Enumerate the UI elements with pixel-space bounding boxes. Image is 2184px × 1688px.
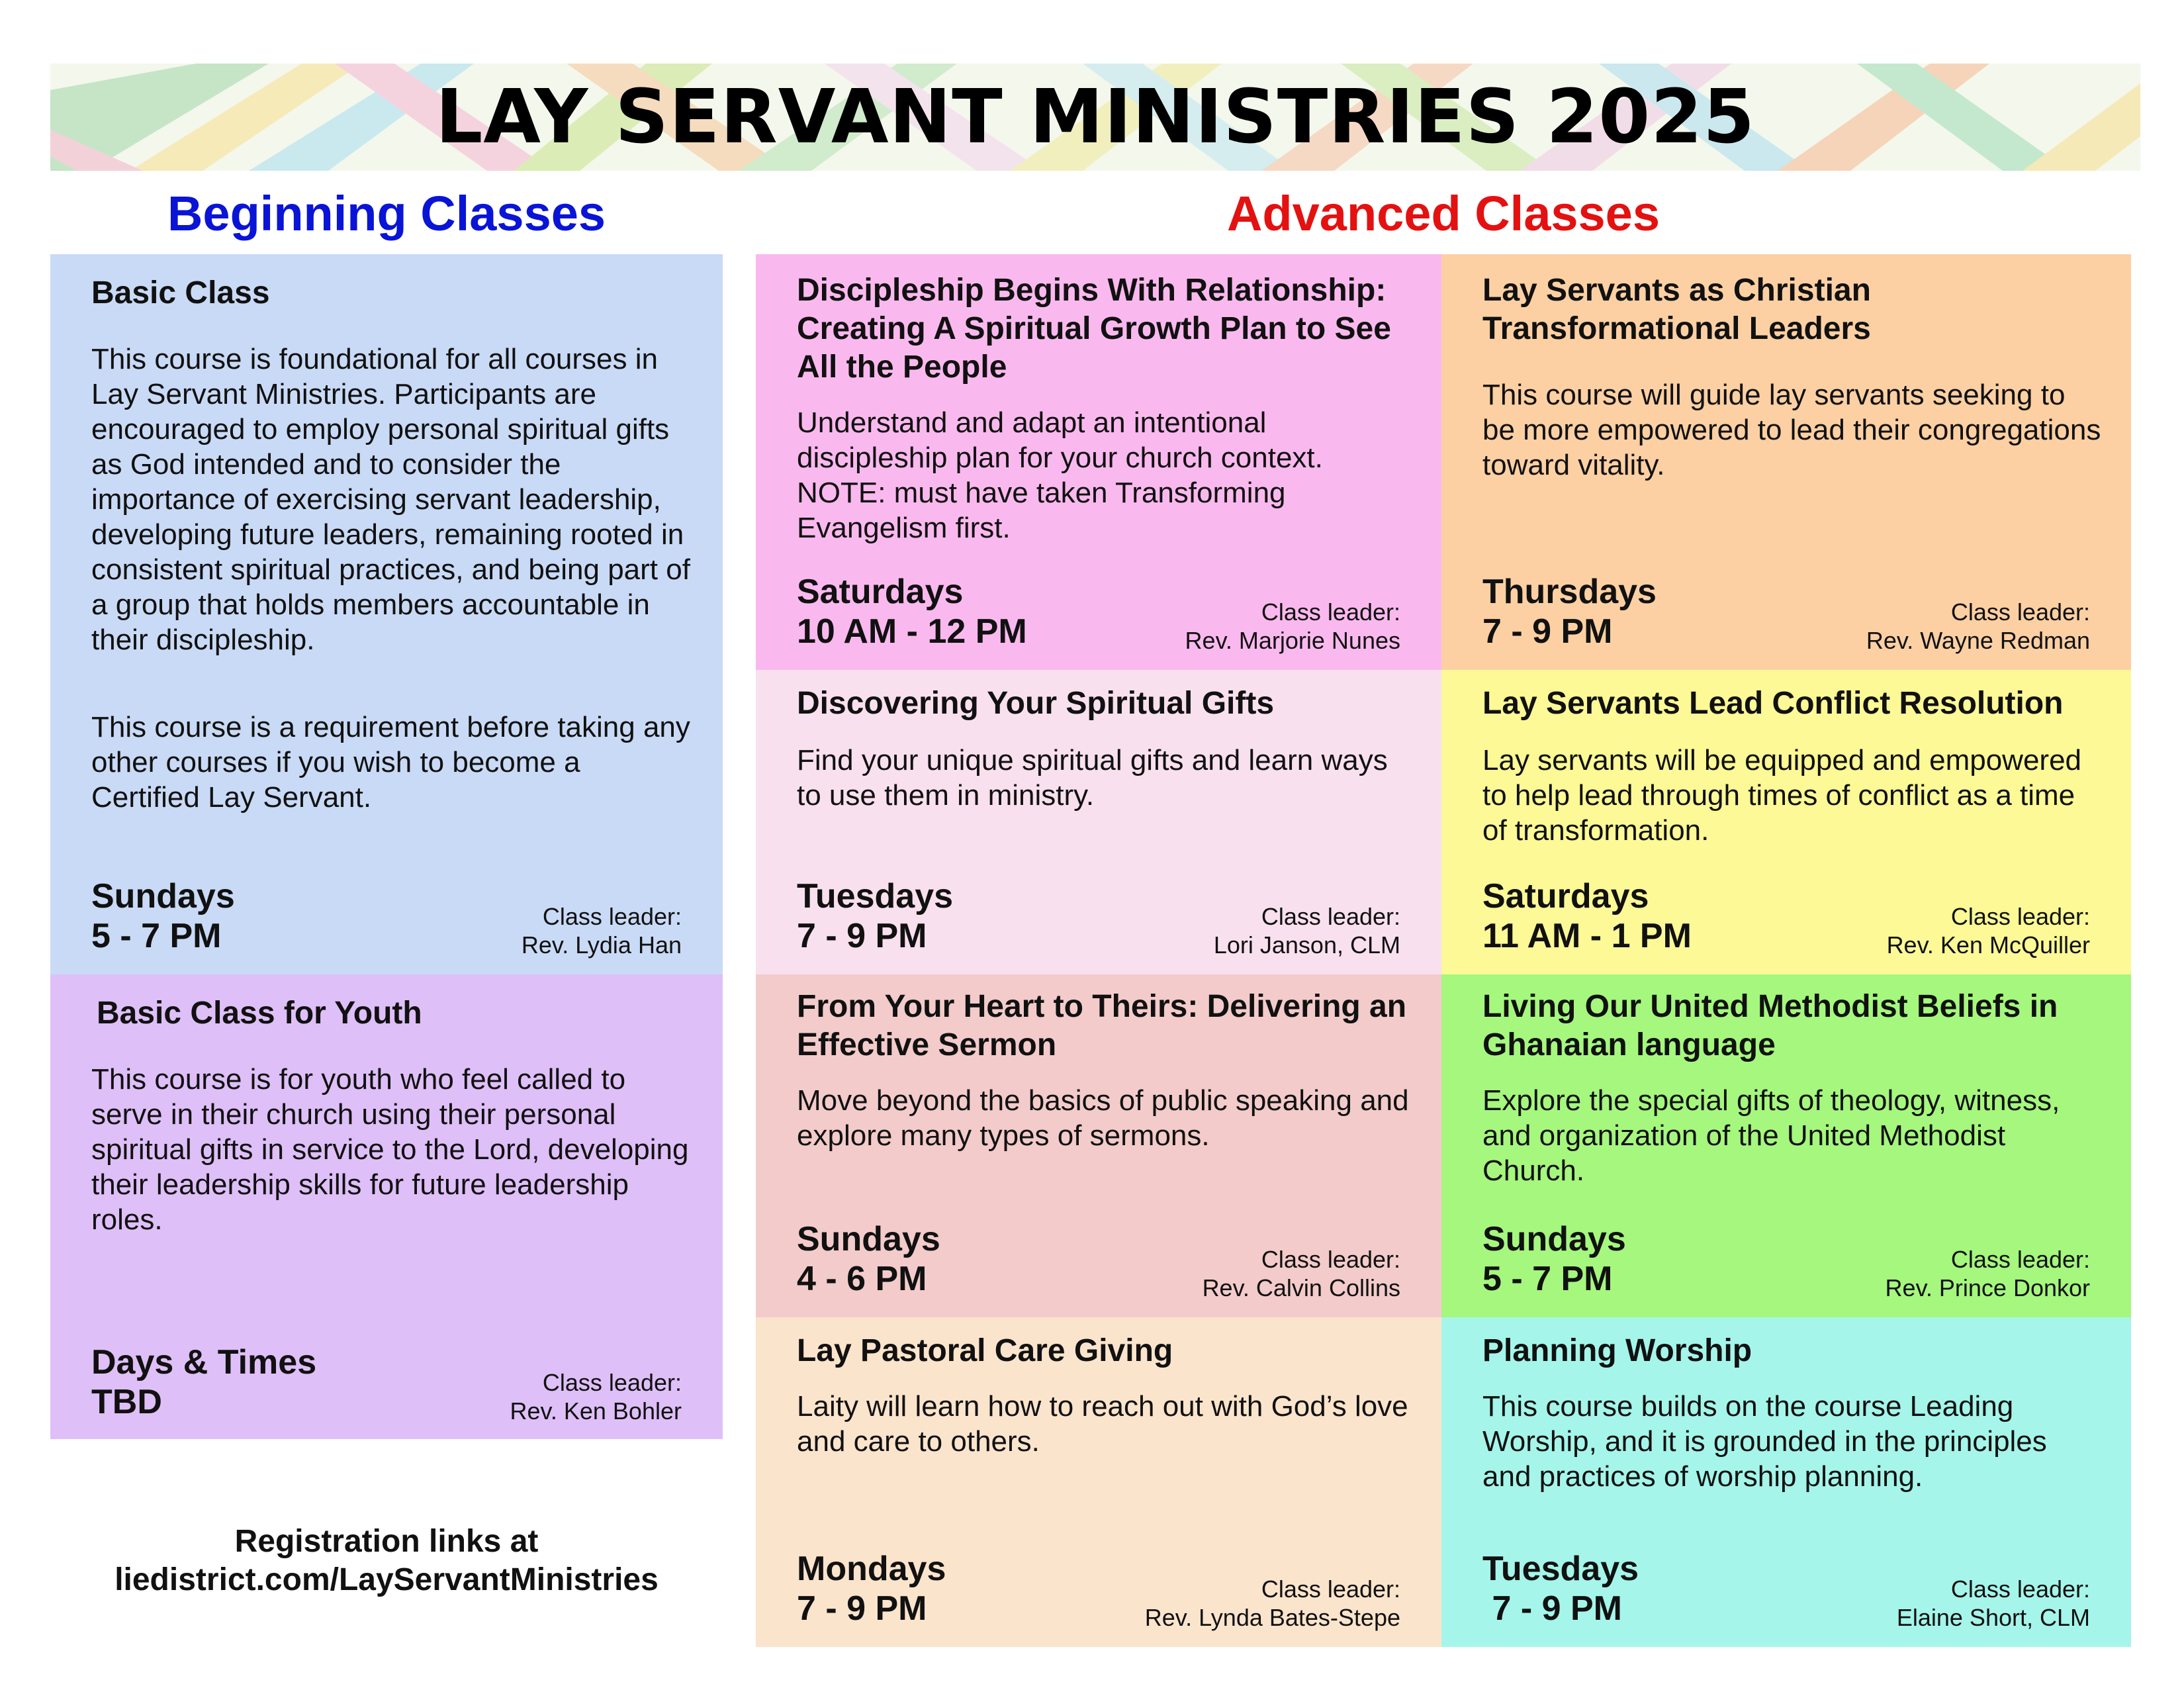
- class-description: This course builds on the course Leading Worship, and it is grounded in the principles and practices of worship planning.: [1482, 1390, 2047, 1493]
- class-leader-label: Class leader:: [1261, 598, 1400, 626]
- class-leader-name: Rev. Lynda Bates-Stepe: [1144, 1604, 1400, 1631]
- class-card-discipleship: [756, 254, 1441, 670]
- class-leader-name: Rev. Prince Donkor: [1885, 1274, 2090, 1301]
- class-title: Lay Servants Lead Conflict Resolution: [1482, 686, 2064, 721]
- class-leader-label: Class leader:: [1950, 1246, 2090, 1273]
- class-card-gifts: [756, 670, 1441, 974]
- class-title: Lay Pastoral Care Giving: [797, 1333, 1173, 1368]
- class-time: TBD: [91, 1383, 162, 1421]
- class-leader-label: Class leader:: [1950, 1575, 2090, 1603]
- class-leader-name: Rev. Lydia Han: [521, 931, 682, 959]
- class-card-worship: [1441, 1317, 2131, 1647]
- class-card-pastoral: [756, 1317, 1441, 1647]
- class-leader-name: Rev. Ken Bohler: [510, 1397, 682, 1425]
- class-time: 10 AM - 12 PM: [797, 612, 1027, 651]
- class-day: Saturdays: [797, 573, 964, 611]
- class-description: This course is foundational for all courses in Lay Servant Ministries. Participants are encouraged to employ personal spiritual gifts as God intended and to consider the importance of exercising servant leadership, developing future leaders, remaining rooted in consistent spiritual practices, and being part of a group that holds members accountable in their discipleship.: [91, 343, 690, 656]
- header-banner: [50, 64, 2140, 171]
- registration-url: liedistrict.com/LayServantMinistries: [114, 1562, 659, 1597]
- class-description: Move beyond the basics of public speaking and explore many types of sermons.: [797, 1084, 1409, 1152]
- class-day: Tuesdays: [1482, 1550, 1639, 1588]
- class-description: Explore the special gifts of theology, witness, and organization of the United Methodist Church.: [1482, 1084, 2060, 1187]
- class-card-youth: [50, 974, 723, 1439]
- class-title: Living Our United Methodist Beliefs in Ghanaian language: [1482, 989, 2058, 1062]
- class-leader-label: Class leader:: [1950, 598, 2090, 626]
- class-leader-name: Rev. Marjorie Nunes: [1185, 627, 1400, 654]
- class-day: Thursdays: [1482, 573, 1657, 611]
- advanced-classes-heading: Advanced Classes: [1226, 186, 1660, 241]
- class-time: 7 - 9 PM: [797, 1589, 927, 1628]
- class-leader-name: Rev. Calvin Collins: [1202, 1274, 1400, 1301]
- class-title: Planning Worship: [1482, 1333, 1752, 1368]
- class-title: Basic Class: [91, 275, 270, 310]
- class-leader-name: Rev. Ken McQuiller: [1886, 931, 2090, 959]
- class-description: Understand and adapt an intentional discipleship plan for your church context. NOTE: must have taken Transforming Evangelism first.: [797, 406, 1323, 544]
- class-description: This course will guide lay servants seeking to be more empowered to lead their congregations toward vitality.: [1482, 379, 2101, 481]
- page-title: LAY SERVANT MINISTRIES 2025: [435, 74, 1756, 160]
- class-title: Discipleship Begins With Relationship: Creating A Spiritual Growth Plan to See All the People: [797, 273, 1391, 385]
- class-description: Laity will learn how to reach out with God’s love and care to others.: [797, 1390, 1408, 1458]
- class-card-transformational: [1441, 254, 2131, 670]
- class-leader-label: Class leader:: [1950, 903, 2090, 930]
- class-description: Find your unique spiritual gifts and learn ways to use them in ministry.: [797, 744, 1388, 812]
- class-leader-label: Class leader:: [1261, 903, 1400, 930]
- class-card-beliefs: [1441, 974, 2131, 1317]
- class-time: 11 AM - 1 PM: [1482, 917, 1692, 955]
- class-card-conflict: [1441, 670, 2131, 974]
- class-title: Discovering Your Spiritual Gifts: [797, 686, 1275, 721]
- class-title: Lay Servants as Christian Transformational Leaders: [1482, 273, 1871, 346]
- class-description-requirement: This course is a requirement before taking any other courses if you wish to become a Certified Lay Servant.: [91, 711, 690, 814]
- class-day: Days & Times: [91, 1343, 317, 1382]
- class-time: 5 - 7 PM: [1482, 1260, 1613, 1298]
- class-day: Sundays: [91, 877, 235, 915]
- class-description: This course is for youth who feel called to serve in their church using their personal spiritual gifts in service to the Lord, developing their leadership skills for future leadership roles.: [91, 1063, 689, 1236]
- class-leader-label: Class leader:: [1261, 1575, 1400, 1603]
- class-leader-label: Class leader:: [1261, 1246, 1400, 1273]
- class-time: 5 - 7 PM: [91, 917, 222, 955]
- class-title: From Your Heart to Theirs: Delivering an Effective Sermon: [797, 989, 1407, 1062]
- class-time: 7 - 9 PM: [1482, 612, 1613, 651]
- class-card-basic: [50, 254, 723, 974]
- class-leader-name: Rev. Wayne Redman: [1866, 627, 2090, 654]
- class-day: Saturdays: [1482, 877, 1649, 915]
- class-day: Sundays: [1482, 1220, 1626, 1258]
- registration-label: Registration links at: [234, 1524, 539, 1559]
- class-title: Basic Class for Youth: [97, 996, 422, 1031]
- class-day: Mondays: [797, 1550, 946, 1588]
- class-leader-label: Class leader:: [542, 903, 682, 930]
- class-leader-label: Class leader:: [542, 1369, 682, 1396]
- registration-note: [50, 1523, 723, 1599]
- class-leader-name: Elaine Short, CLM: [1896, 1604, 2090, 1631]
- class-time: 7 - 9 PM: [1482, 1589, 1622, 1628]
- class-leader-name: Lori Janson, CLM: [1213, 931, 1400, 959]
- class-time: 4 - 6 PM: [797, 1260, 927, 1298]
- class-card-sermon: [756, 974, 1441, 1317]
- beginning-classes-heading: Beginning Classes: [167, 186, 606, 241]
- class-day: Tuesdays: [797, 877, 954, 915]
- class-time: 7 - 9 PM: [797, 917, 927, 955]
- class-description: Lay servants will be equipped and empowered to help lead through times of conflict as a time of transformation.: [1482, 744, 2082, 847]
- class-day: Sundays: [797, 1220, 940, 1258]
